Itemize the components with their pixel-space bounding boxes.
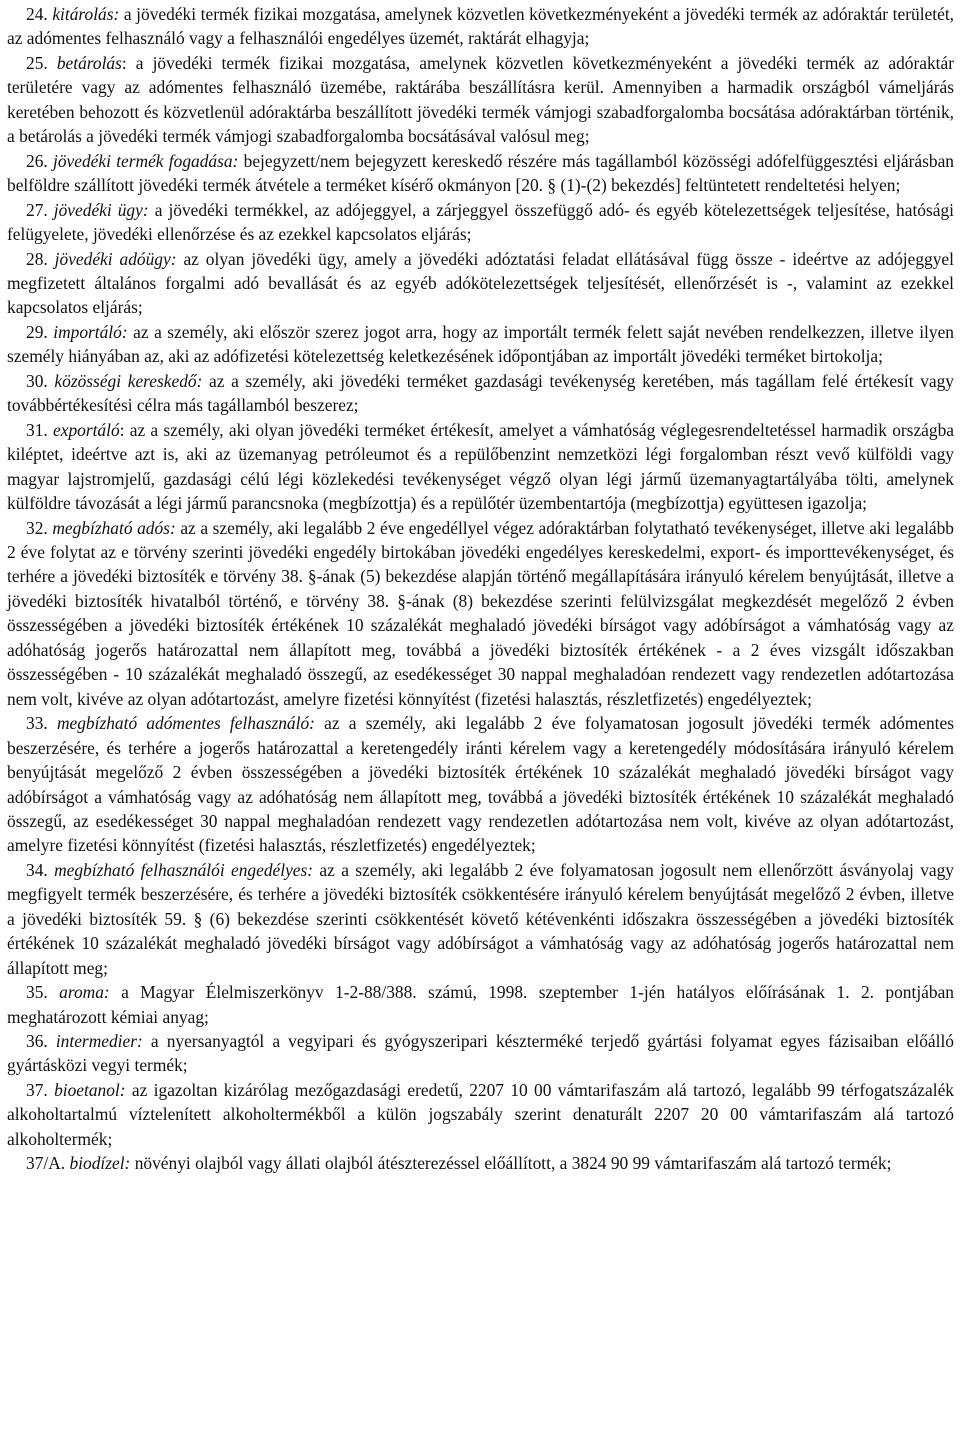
defined-term: megbízható adómentes felhasználó:: [56, 713, 315, 734]
entry-body: az a személy, aki először szerez jogot arra, hogy az importált termék felett saját nevében rendelkezzen, illetve ilyen személy hiányában az, aki az adófizetési kötelezettség keletkezésének időpontjában az importált jövedéki terméket birtokolja;: [7, 321, 954, 367]
definition-entry-37a: [7, 1151, 954, 1175]
entry-body: a jövedéki termékkel, az adójeggyel, a zárjeggyel összefüggő adó- és egyéb kötelezettségek teljesítése, hatósági felügyelete, jövedéki ellenőrzése és az ezekkel kapcsolatos eljárás;: [7, 199, 954, 245]
entry-number: 36.: [26, 1031, 56, 1052]
entry-number: 27.: [26, 199, 54, 220]
entry-number: 37.: [26, 1079, 55, 1100]
entry-number: 24.: [26, 4, 53, 24]
definition-entry-36: [7, 1029, 954, 1078]
defined-term: kitárolás:: [52, 4, 120, 24]
entry-number: 25.: [26, 52, 57, 73]
entry-number: 34.: [26, 859, 55, 880]
defined-term: bioetanol:: [54, 1079, 126, 1100]
entry-body: bejegyzett/nem bejegyzett kereskedő részére más tagállamból közösségi adófelfüggesztési eljárásban belföldre szállított jövedéki termék átvétele a terméket kísérő okmányon [20. § (1)-(2) bekezdés] feltüntetett rendeltetési helyen;: [7, 150, 955, 196]
defined-term: jövedéki termék fogadása:: [53, 150, 239, 171]
entry-number: 37/A.: [26, 1153, 70, 1174]
entry-body: az a személy, aki legalább 2 éve folyamatosan jogosult jövedéki termék adómentes beszerzésére, és terhére a jogerős határozattal a keretengedély iránti kérelem vagy a keretengedély módosítására irányuló kérelem benyújtását megelőző 2 évben összességében a jövedéki biztosíték értékének 10 százalékát meghaladó jövedéki bírságot vagy adóbírságot a vámhatóság vagy az adóhatóság nem állapított meg, továbbá a jövedéki biztosíték értékének 10 százalékát meghaladó összegű, az esedékességet 30 nappal meghaladóan rendezett vagy rendezetlen adótartozása nem volt, kivéve az olyan adótartozást, amelyre fizetési könnyítést (fizetési halasztás, részletfizetés) engedélyeztek;: [7, 713, 954, 856]
defined-term: betárolás: [56, 52, 122, 73]
entry-number: 32.: [26, 517, 53, 538]
defined-term: exportáló: [53, 419, 120, 440]
definition-entry-24: [7, 2, 954, 51]
definition-entry-28: [7, 247, 954, 320]
definition-entry-26: [7, 149, 954, 198]
entry-body: a jövedéki termék fizikai mozgatása, amelynek közvetlen következményeként a jövedéki termék az adóraktár területét, az adómentes felhasználó vagy a felhasználói engedélyes üzemét, raktárát elhagyja;: [7, 4, 954, 49]
defined-term: közösségi kereskedő:: [54, 370, 203, 391]
definition-entry-32: [7, 516, 954, 712]
entry-body: az igazoltan kizárólag mezőgazdasági eredetű, 2207 10 00 vámtarifaszám alá tartozó, legalább 99 térfogatszázalék alkoholtartalmú víztelenített alkoholtermékből a külön jogszabály szerint denaturált 2207 20 00 vámtarifaszám alá tartozó alkoholtermék;: [7, 1079, 954, 1149]
entry-number: 26.: [26, 150, 54, 171]
definition-entry-35: [7, 980, 954, 1029]
entry-body: : az a személy, aki olyan jövedéki terméket értékesít, amelyet a vámhatóság véglegesrendeltetéssel harmadik országba kiléptet, ideértve azt is, aki az üzemanyag petróleumot és a repülőbenzint nemzetközi légi forgalomban részt vevő külföldi vagy magyar lajstromjelű, gazdasági célú légi közlekedési tevékenységet végző olyan légi jármű üzemanyagtartályába tölti, amelynek külföldre távozását a légi jármű parancsnoka (megbízottja) és a repülőtér üzembentartója (megbízottja) együttesen igazolja;: [7, 419, 954, 514]
entry-body: növényi olajból vagy állati olajból átészterezéssel előállított, a 3824 90 99 vámtarifaszám alá tartozó termék;: [130, 1153, 892, 1174]
definition-entry-37: [7, 1078, 954, 1151]
defined-term: intermedier:: [55, 1031, 143, 1052]
entry-number: 35.: [26, 982, 60, 1003]
definition-entry-34: [7, 858, 954, 980]
entry-body: a nyersanyagtól a vegyipari és gyógyszeripari készterméké terjedő gyártási folyamat egyes fázisaiban előálló gyártásközi vegyi termék;: [7, 1031, 954, 1076]
defined-term: megbízható adós:: [52, 517, 176, 538]
entry-body: az a személy, aki legalább 2 éve engedéllyel végez adóraktárban folytatható tevékenységet, illetve aki legalább 2 éve folytat az e törvény szerinti jövedéki engedély birtokában jövedéki engedélyes kereskedelmi, export- és importtevékenységet, és terhére a jövedéki biztosíték e törvény 38. §-ának (5) bekezdése alapján történő megállapítására irányuló kérelem benyújtását, illetve a jövedéki biztosíték hivatalból történő, e törvény 38. §-ának (8) bekezdése szerinti felülvizsgálat megkezdését megelőző 2 évben összességében a jövedéki biztosíték értékének 10 százalékát meghaladó jövedéki bírságot vagy adóbírságot a vámhatóság vagy az adóhatóság jogerős határozattal nem állapított meg, továbbá a jövedéki biztosíték értékének - a 2 éves vizsgált időszakban összességében - 10 százalékát meghaladó összegű, az esedékességet 30 nappal meghaladóan rendezett vagy rendezetlen adótartozása nem volt, kivéve az olyan adótartozást, amelyre fizetési könnyítést (fizetési halasztás, részletfizetés) engedélyeztek;: [7, 517, 955, 709]
entry-body: az a személy, aki legalább 2 éve folyamatosan jogosult nem ellenőrzött ásványolaj vagy megfigyelt termék beszerzésére, és terhére a jövedéki biztosíték csökkentésére irányuló kérelem benyújtását megelőző 2 évben, illetve a jövedéki biztosíték 59. § (6) bekezdése szerinti csökkentését követő kétévenkénti időszakra összességében a jövedéki biztosíték értékének 10 százalékát meghaladó jövedéki bírságot vagy adóbírságot a vámhatóság vagy az adóhatóság jogerős határozattal nem állapított meg;: [7, 859, 954, 978]
entry-number: 29.: [26, 321, 54, 342]
entry-body: a Magyar Élelmiszerkönyv 1-2-88/388. számú, 1998. szeptember 1-jén hatályos előírásának 1. 2. pontjában meghatározott kémiai anyag;: [7, 982, 954, 1027]
definition-entry-31: [7, 418, 954, 516]
defined-term: importáló:: [53, 321, 128, 342]
entry-body: az a személy, aki jövedéki terméket gazdasági tevékenység keretében, más tagállam felé értékesít vagy továbbértékesítési célra más tagállamból beszerez;: [7, 370, 954, 416]
defined-term: jövedéki ügy:: [53, 199, 149, 220]
definition-entry-30: [7, 369, 954, 418]
definition-entry-33: [7, 711, 954, 858]
entry-number: 28.: [26, 248, 55, 269]
entry-body: : a jövedéki termék fizikai mozgatása, amelynek közvetlen következményeként a jövedéki termék az adóraktár területére vagy az adómentes felhasználó üzemébe, raktárába beszállításra kerül. Amennyiben a harmadik országból vámeljárás keretében behozott és közvetlenül adóraktárba beszállított jövedéki termék vámjogi szabadforgalomba bocsátása adóraktárban történik, a betárolás a jövedéki termék vámjogi szabadforgalomba bocsátásával valósul meg;: [7, 52, 955, 147]
definition-entry-27: [7, 198, 954, 247]
defined-term: aroma:: [59, 982, 110, 1003]
entry-number: 30.: [26, 370, 55, 391]
definition-entry-29: [7, 320, 954, 369]
entry-number: 33.: [26, 713, 57, 734]
entry-number: 31.: [26, 419, 53, 440]
defined-term: jövedéki adóügy:: [54, 248, 177, 269]
definition-entry-25: [7, 51, 954, 149]
defined-term: biodízel:: [69, 1153, 131, 1174]
defined-term: megbízható felhasználói engedélyes:: [54, 859, 314, 880]
entry-body: az olyan jövedéki ügy, amely a jövedéki adóztatási feladat ellátásával függ össze - ideértve az adójeggyel megfizetett általános forgalmi adó bevallását és az egyéb adókötelezettségek teljesítését, ellenőrzését is -, valamint az ezekkel kapcsolatos eljárás;: [7, 248, 954, 318]
